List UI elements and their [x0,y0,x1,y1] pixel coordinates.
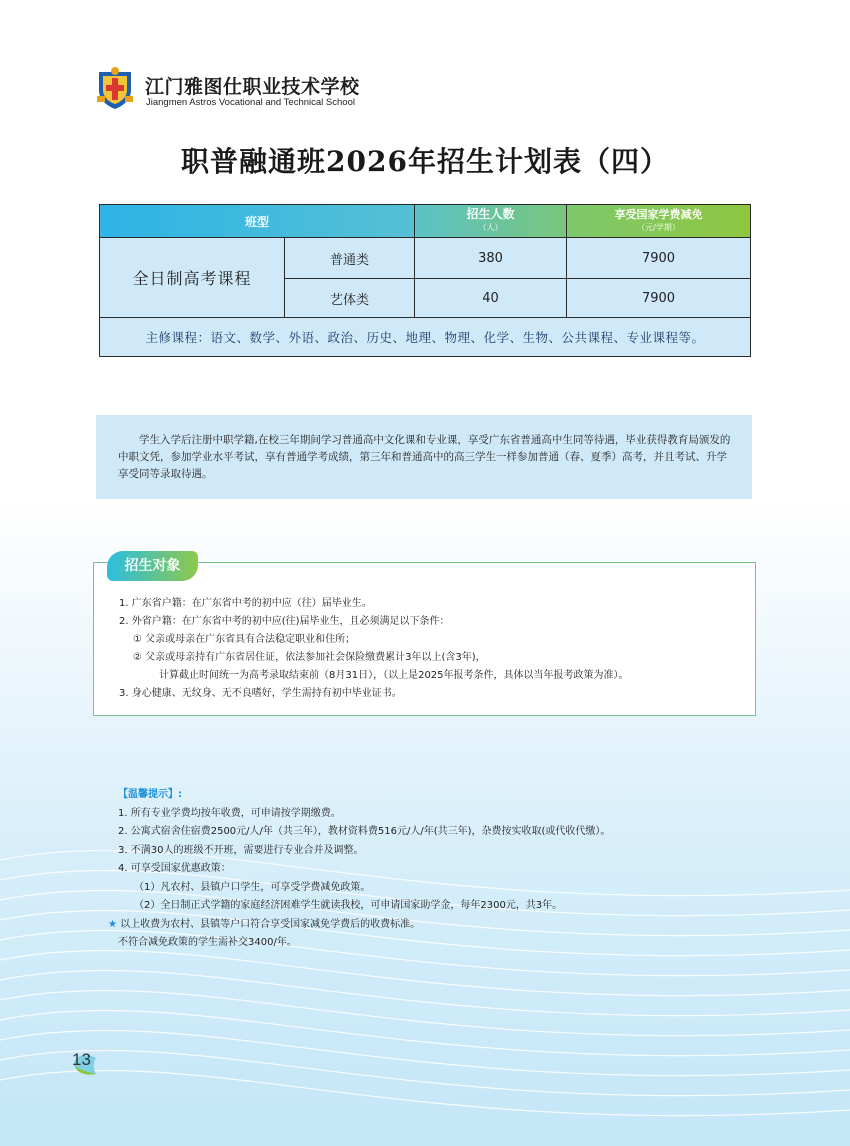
table-header-row [100,205,751,238]
list-item: 3. 不满30人的班级不开班，需要进行专业合并及调整。 [118,844,364,856]
header-fee-unit: （元/学期） [637,223,680,232]
list-item: 2. 外省户籍：在广东省中考的初中应(往)届毕业生，且必须满足以下条件： [119,616,450,627]
courses-row [100,318,751,357]
type-cell: 艺体类 [285,279,415,318]
star-icon: ★ [108,918,117,930]
courses-cell: 主修课程：语文、数学、外语、政治、历史、地理、物理、化学、生物、公共课程、专业课程等。 [100,318,751,357]
tips-heading: 【温馨提示】: [118,789,182,800]
fee-cell: 7900 [567,238,751,279]
header-enrollment-unit: （人） [478,223,503,232]
header-enrollment-count [415,205,567,238]
list-item: （1）凡农村、县镇户口学生，可享受学费减免政策。 [134,881,371,893]
star-note-text: 以上收费为农村、县镇等户口符合享受国家减免学费后的收费标准。 [120,918,421,930]
list-item: （2）全日制正式学籍的家庭经济困难学生就读我校，可申请国家助学金，每年2300元，共3年。 [134,900,563,911]
school-name-cn: 江门雅图仕职业技术学校 [145,76,360,98]
list-item: ① 父亲或母亲在广东省具有合法稳定职业和住所； [133,634,356,645]
fee-cell: 7900 [567,279,751,318]
list-item: 计算截止时间统一为高考录取结束前（8月31日），（以上是2025年报考条件，具体以当年报考政策为准）。 [159,670,629,681]
enrollment-target-tag: 招生对象 [107,551,198,581]
page-number: 13 [72,1050,91,1069]
enrollment-plan-table [99,204,751,357]
count-cell: 40 [415,279,567,318]
list-item: 1. 所有专业学费均按年收费，可申请按学期缴费。 [118,807,341,819]
list-item: 3. 身心健康、无纹身、无不良嗜好，学生需持有初中毕业证书。 [119,688,402,699]
type-cell: 普通类 [285,238,415,279]
star-note [108,916,718,935]
school-logo-icon [95,66,135,110]
intro-panel [96,415,752,499]
header-enrollment-label: 招生人数 [466,207,515,221]
school-name-en: Jiangmen Astros Vocational and Technical School [146,97,355,108]
intro-text: 学生入学后注册中职学籍,在校三年期间学习普通高中文化课和专业课，享受广东省普通高中生同等待遇，毕业获得教育局颁发的中职文凭，参加学业水平考试，享有普通学考成绩，第三年和普通高中的高三学生一样参加普通（春、夏季）高考，并且考试、升学享受同等录取待遇。 [118,434,731,480]
tips-section [108,786,718,953]
list-item: 1. 广东省户籍：在广东省中考的初中应（往）届毕业生。 [119,598,372,609]
list-item: 2. 公寓式宿舍住宿费2500元/人/年（共三年），教材资料费516元/人/年(共三年)，杂费按实收取(或代收代缴）。 [118,826,611,837]
list-item: 4. 可享受国家优惠政策： [118,863,231,874]
header-fee-label: 享受国家学费减免 [614,208,703,221]
count-cell: 380 [415,238,567,279]
list-item: ② 父亲或母亲持有广东省居住证，依法参加社会保险缴费累计3年以上(含3年)， [133,652,486,663]
table-row [100,238,751,279]
header-class-type: 班型 [100,205,415,238]
header-fee-reduction [567,205,751,238]
enrollment-target-box [93,562,756,716]
category-cell: 全日制高考课程 [100,238,285,318]
enrollment-target-list [119,595,749,703]
star-note-cont: 不符合减免政策的学生需补交3400/年。 [118,937,297,948]
page-title: 职普融通班2026年招生计划表（四） [181,145,669,178]
